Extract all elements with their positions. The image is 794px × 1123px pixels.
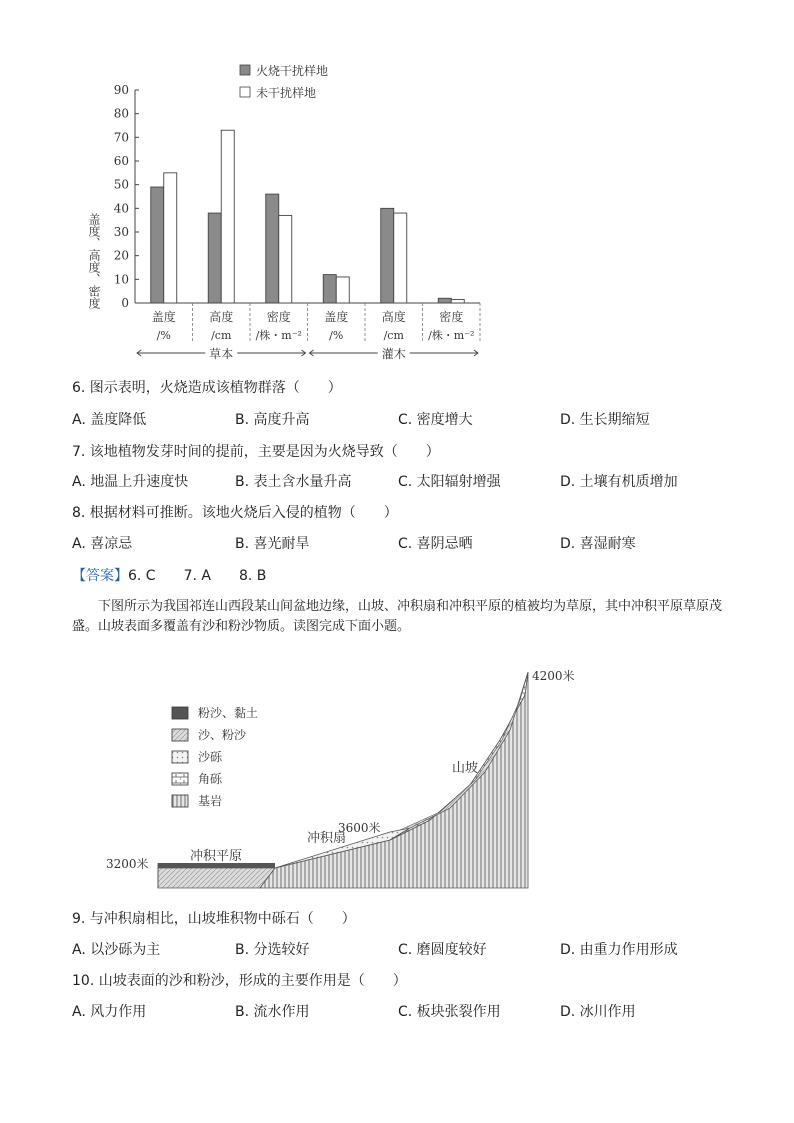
- question-10-option-c[interactable]: C. 板块张裂作用: [398, 1004, 501, 1020]
- question-9-option-a[interactable]: A. 以沙砾为主: [72, 942, 161, 958]
- category-unit: /株・m⁻²: [255, 329, 302, 342]
- question-9-stem: 9. 与冲积扇相比，山坡堆积物中砾石（ ）: [72, 911, 356, 927]
- question-7-option-d[interactable]: D. 土壤有机质增加: [560, 474, 678, 490]
- category-label: 密度: [266, 310, 291, 324]
- question-8-option-a[interactable]: A. 喜凉忌: [72, 536, 133, 552]
- question-10-option-b[interactable]: B. 流水作用: [235, 1004, 310, 1020]
- category-label: 盖度: [324, 310, 349, 324]
- bedrock-layer: [260, 672, 528, 888]
- legend-silt-clay: 粉沙、黏土: [198, 706, 259, 720]
- category-label: 高度: [209, 310, 234, 324]
- question-8-stem: 8. 根据材料可推断。该地火烧后入侵的植物（ ）: [72, 505, 398, 521]
- bar: [279, 215, 292, 303]
- y-tick-label: 90: [113, 83, 129, 97]
- y-tick-label: 40: [113, 201, 129, 216]
- question-6-stem: 6. 图示表明，火烧造成该植物群落（ ）: [72, 380, 342, 396]
- legend-label: 未干扰样地: [256, 86, 317, 100]
- legend-label: 火烧干扰样地: [256, 64, 329, 78]
- label-slope: 山坡: [452, 761, 479, 776]
- category-unit: /株・m⁻²: [428, 329, 475, 342]
- question-8-option-c[interactable]: C. 喜阴忌晒: [398, 536, 473, 552]
- legend-swatch: [240, 87, 250, 97]
- plain-sand-layer: [158, 868, 275, 888]
- category-label: 盖度: [151, 310, 176, 324]
- legend-sand-silt: 沙、粉沙: [198, 728, 247, 742]
- question-6-option-b[interactable]: B. 高度升高: [235, 412, 310, 428]
- y-tick-label: 70: [113, 130, 129, 145]
- y-axis-label: 盖度、高度、密度: [87, 213, 101, 309]
- question-8-option-b[interactable]: B. 喜光耐旱: [235, 536, 310, 552]
- question-8-option-d[interactable]: D. 喜湿耐寒: [560, 536, 636, 552]
- y-tick-label: 60: [113, 154, 129, 168]
- y-tick-label: 0: [121, 296, 129, 310]
- question-7-option-c[interactable]: C. 太阳辐射增强: [398, 474, 501, 490]
- bar: [381, 208, 394, 303]
- y-tick-label: 50: [113, 177, 129, 192]
- bar: [336, 277, 349, 303]
- bar: [451, 299, 464, 303]
- question-10-option-d[interactable]: D. 冰川作用: [560, 1004, 636, 1020]
- label-3600m: 3600米: [338, 821, 381, 835]
- bar: [394, 213, 407, 303]
- category-unit: /cm: [383, 329, 404, 342]
- question-7-stem: 7. 该地植物发芽时间的提前，主要是因为火烧导致（ ）: [72, 444, 440, 460]
- bar: [151, 187, 164, 303]
- question-6-option-c[interactable]: C. 密度增大: [398, 412, 473, 428]
- category-unit: /%: [329, 329, 344, 342]
- legend-bedrock: 基岩: [198, 794, 223, 808]
- intro-paragraph: 下图所示为我国祁连山西段某山间盆地边缘，山坡、冲积扇和冲积平原的植被均为草原，其中冲积平原草原茂盛。山坡表面多覆盖有沙和粉沙物质。读图完成下面小题。: [72, 599, 723, 634]
- question-6-option-a[interactable]: A. 盖度降低: [72, 412, 147, 428]
- legend-swatch: [240, 65, 250, 75]
- category-unit: /%: [156, 329, 171, 342]
- legend-breccia: 角砾: [198, 772, 223, 786]
- label-fan: 冲积扇: [307, 831, 347, 846]
- question-7-option-a[interactable]: A. 地温上升速度快: [72, 474, 189, 490]
- question-6-option-d[interactable]: D. 生长期缩短: [560, 412, 650, 428]
- bar: [438, 298, 451, 303]
- legend-sandy-gravel: 沙砾: [198, 750, 223, 764]
- y-tick-label: 10: [113, 272, 129, 287]
- answer-text: 6. C 7. A 8. B: [128, 568, 267, 584]
- bar: [164, 173, 177, 303]
- bar: [323, 275, 336, 303]
- y-tick-label: 20: [113, 248, 129, 263]
- cross-section-legend: [172, 705, 258, 808]
- category-unit: /cm: [211, 329, 232, 342]
- y-tick-label: 30: [113, 225, 129, 239]
- label-plain: 冲积平原: [190, 849, 243, 864]
- label-4200m: 4200米: [532, 669, 575, 683]
- question-10-stem: 10. 山坡表面的沙和粉沙，形成的主要作用是（ ）: [72, 973, 407, 989]
- group-label: 草本: [209, 347, 234, 361]
- question-9-option-c[interactable]: C. 磨圆度较好: [398, 942, 487, 958]
- bar: [208, 213, 221, 303]
- bar: [221, 130, 234, 303]
- group-label: 灌木: [381, 347, 406, 361]
- category-label: 高度: [381, 310, 406, 324]
- bar-chart: [80, 55, 500, 370]
- question-7-option-b[interactable]: B. 表土含水量升高: [235, 474, 352, 490]
- bar: [266, 194, 279, 303]
- question-9-option-d[interactable]: D. 由重力作用形成: [560, 942, 678, 958]
- category-label: 密度: [439, 310, 464, 324]
- question-9-option-b[interactable]: B. 分选较好: [235, 942, 310, 958]
- question-10-option-a[interactable]: A. 风力作用: [72, 1004, 147, 1020]
- cross-section-diagram: [100, 660, 590, 900]
- y-tick-label: 80: [113, 106, 129, 121]
- answer-tag: 【答案】: [72, 568, 128, 584]
- answer-line: [72, 566, 266, 586]
- label-3200m: 3200米: [106, 857, 149, 871]
